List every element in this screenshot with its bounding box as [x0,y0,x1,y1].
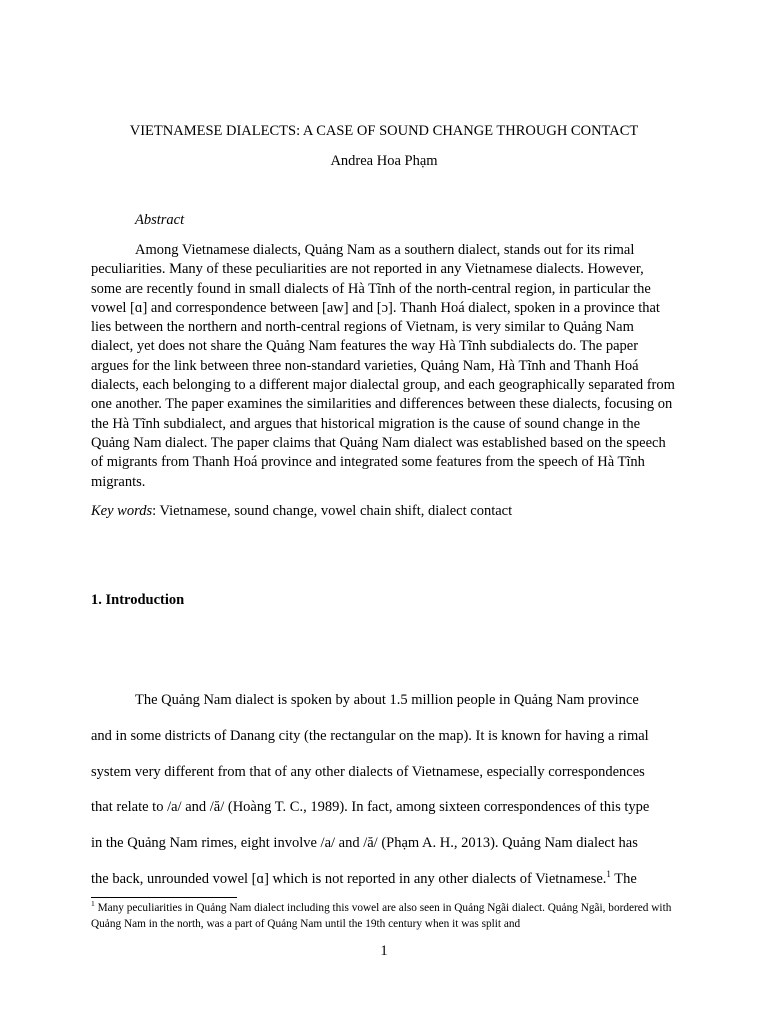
intro-line: and in some districts of Danang city (the rectangular on the map). It is known for having a rimal [91,727,649,744]
footnote-marker: 1 [91,899,95,909]
author-name: Andrea Hoa Phạm [330,153,438,169]
footnote-text: Many peculiarities in Quảng Nam dialect including this vowel are also seen in Quảng Ngãi dialect. Quảng Ngãi, bordered with Quảng Nam in the north, was a part of Quảng Nam until the 19th century when it was split and [91,902,672,930]
section-heading: 1. Introduction [91,592,185,608]
intro-line: in the Quảng Nam rimes, eight involve /a/ and /ă/ (Phạm A. H., 2013). Quảng Nam dialect has [91,835,638,852]
footnote-separator [91,897,237,898]
keywords-line [91,502,677,520]
intro-line: system very different from that of any other dialects of Vietnamese, especially correspondences [91,763,645,780]
intro-line-text: the back, unrounded vowel [ɑ] which is not reported in any other dialects of Vietnamese. [91,870,607,887]
intro-line-end: The [610,870,637,887]
keywords-list: : Vietnamese, sound change, vowel chain shift, dialect contact [152,503,513,519]
intro-line: that relate to /a/ and /ă/ (Hoàng T. C., 1989). In fact, among sixteen correspondences of this type [91,799,650,816]
abstract-heading: Abstract [135,212,185,228]
footnote [91,900,677,932]
paper-title: VIETNAMESE DIALECTS: A CASE OF SOUND CHANGE THROUGH CONTACT [129,123,639,139]
introduction-body [91,683,677,898]
intro-line: The Quảng Nam dialect is spoken by about 1.5 million people in Quảng Nam province [135,692,639,708]
keywords-label: Key words [91,503,153,519]
page-number: 1 [380,943,388,959]
intro-line-with-footnote [91,862,677,898]
abstract-body: Among Vietnamese dialects, Quảng Nam as a southern dialect, stands out for its rimal peculiarities. Many of these peculiarities are not reported in any Vietnamese dialects. However, some are recently found in small dialects of Hà Tĩnh of the north-central region, in particular the vowel [ɑ] and correspondence between [aw] and [ɔ]. Thanh Hoá dialect, spoken in a province that lies between the northern and north-central regions of Vietnam, is very similar to Quảng Nam dialect, yet does not share the Quảng Nam features the way Hà Tĩnh subdialects do. The paper argues for the link between three non-standard varieties, Quảng Nam, Hà Tĩnh and Thanh Hoá dialects, each belonging to a different major dialectal group, and each geographically separated from one another. The paper examines the similarities and differences between these dialects, focusing on the Hà Tĩnh subdialect, and argues that historical migration is the cause of sound change in the Quảng Nam dialect. The paper claims that Quảng Nam dialect was established based on the speech of migrants from Thanh Hoá province and integrated some features from the speech of Hà Tĩnh migrants. [91,242,675,490]
footnote-reference[interactable]: 1 [606,869,611,880]
